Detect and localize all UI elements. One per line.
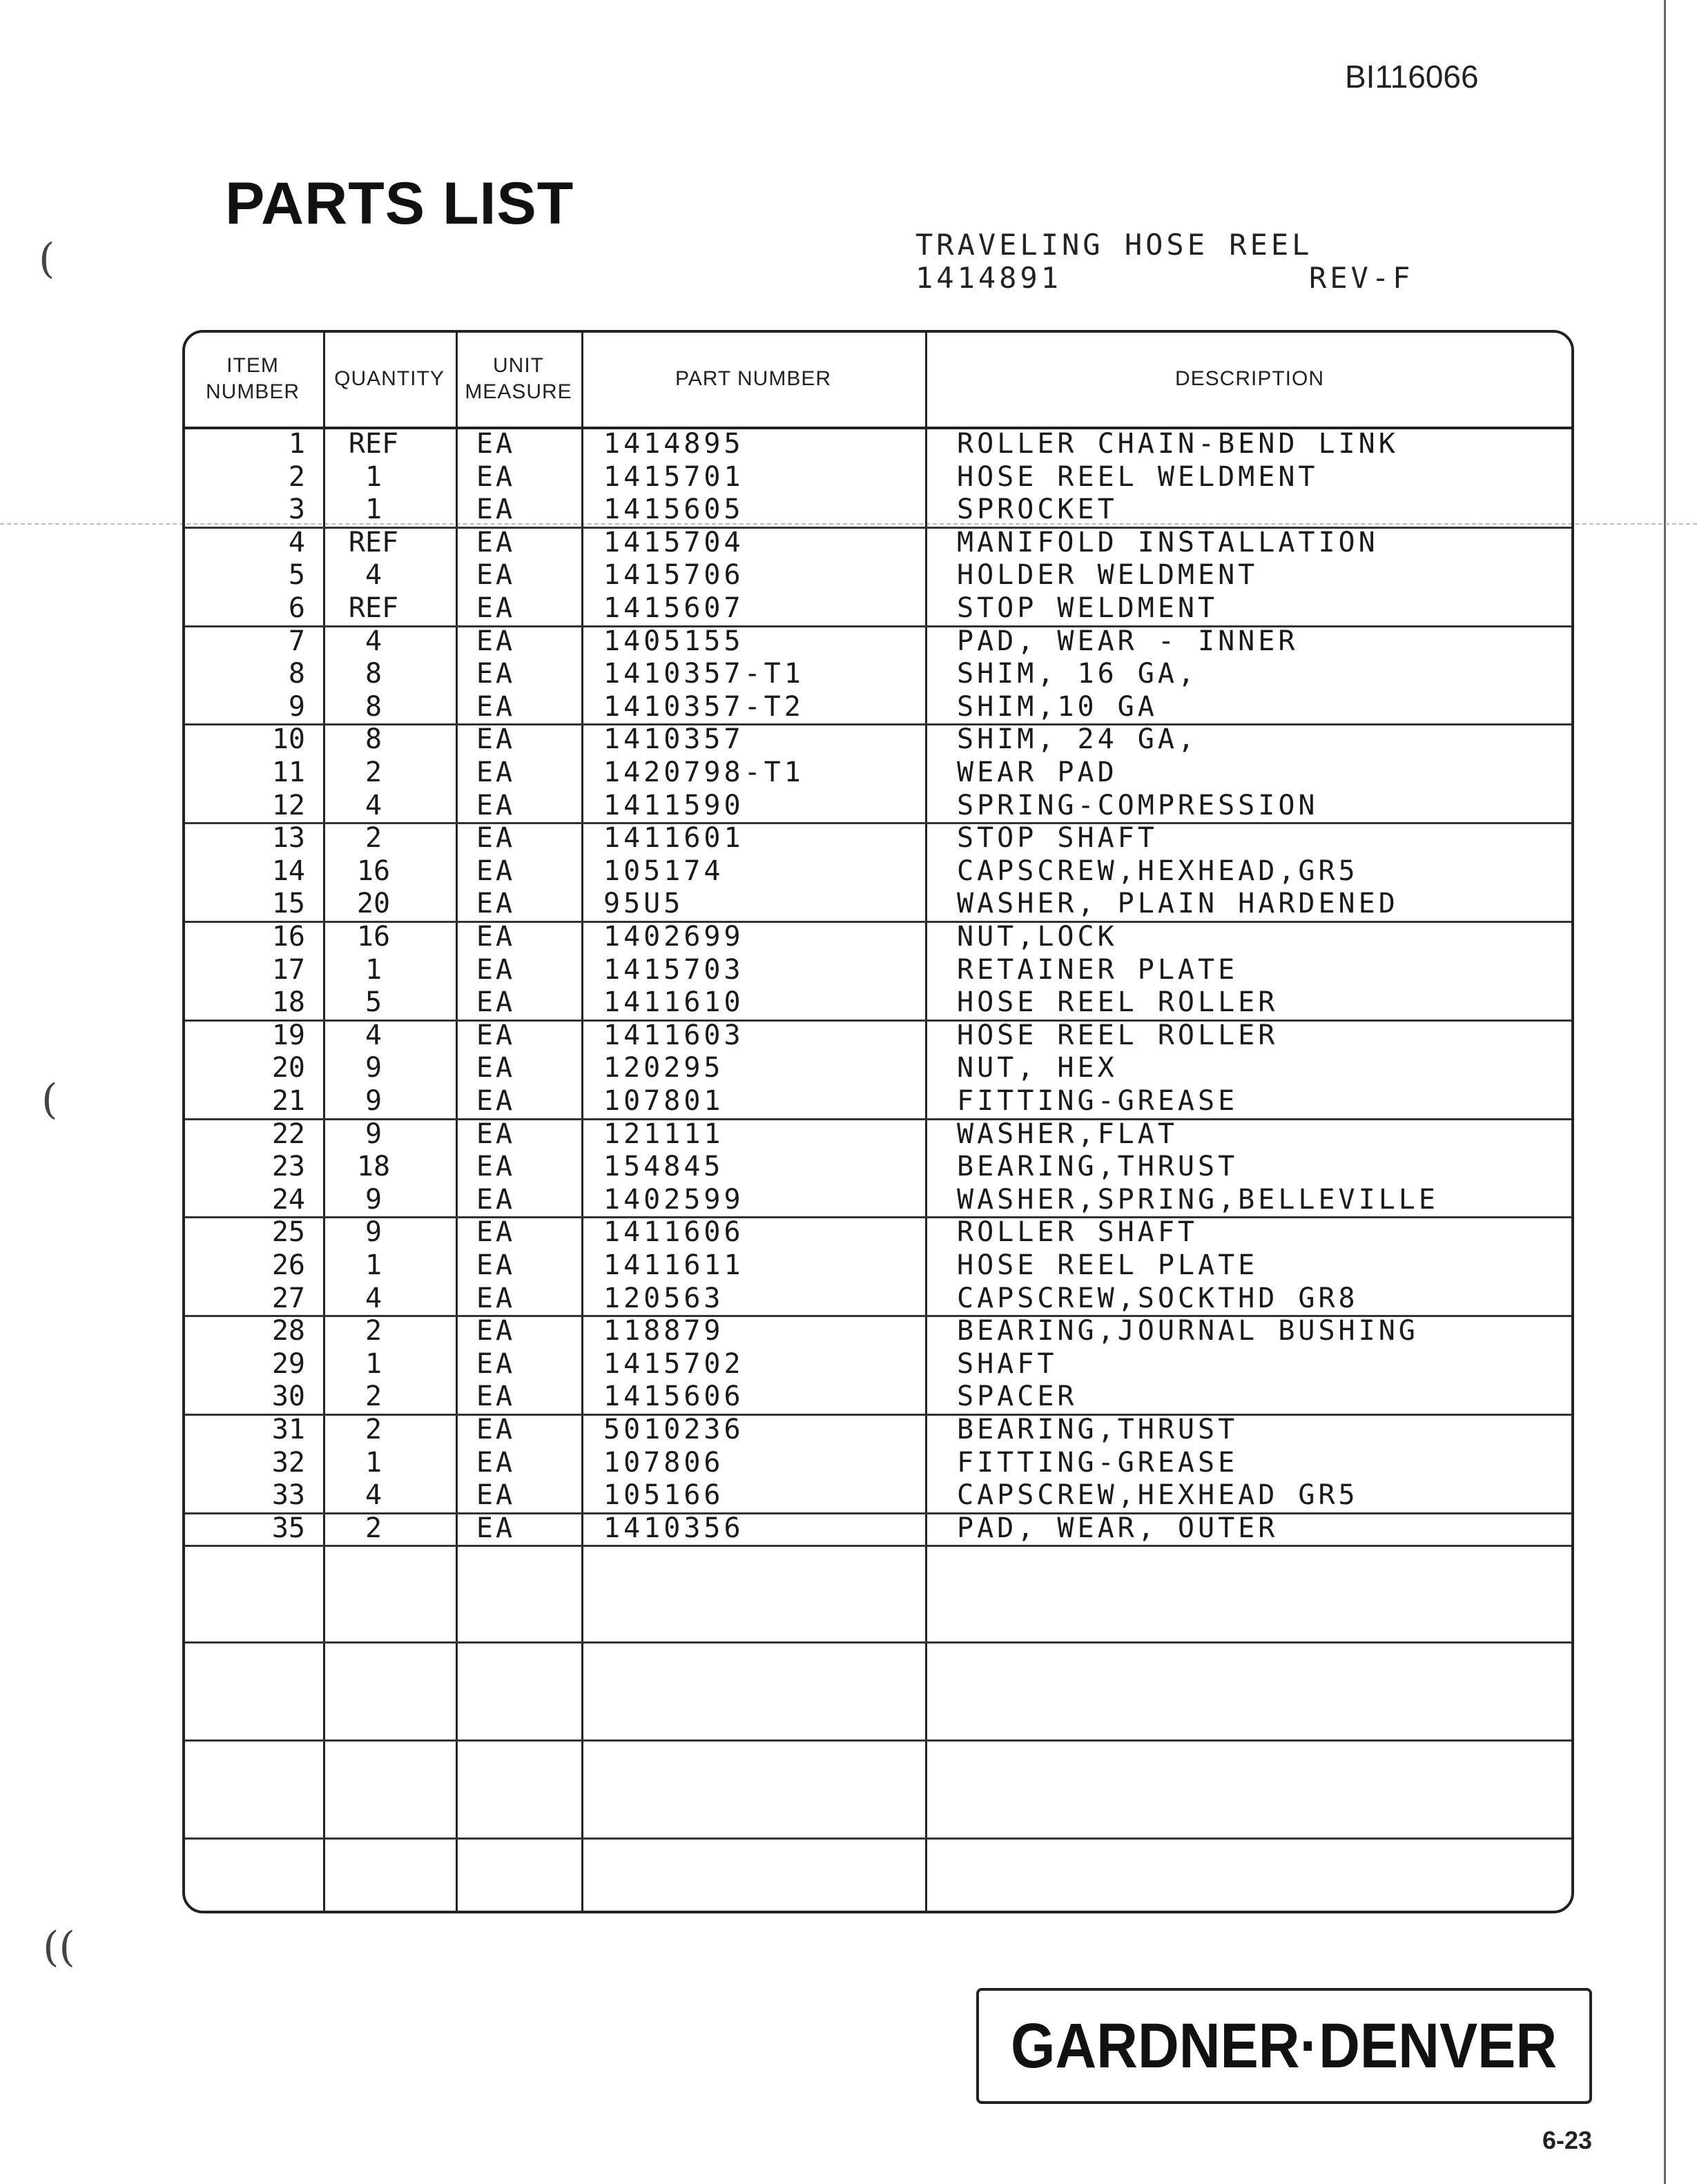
assembly-name: TRAVELING HOSE REEL bbox=[915, 228, 1313, 262]
table-row bbox=[182, 592, 1574, 625]
unit-measure-cell: EA bbox=[476, 592, 516, 624]
item-number-cell: 2 bbox=[288, 460, 305, 493]
quantity-cell: 16 bbox=[356, 921, 391, 953]
unit-measure-cell: EA bbox=[476, 1019, 516, 1051]
quantity-cell: 1 bbox=[365, 460, 382, 493]
table-row bbox=[182, 1414, 1574, 1447]
description-cell: FITTING-GREASE bbox=[957, 1446, 1239, 1479]
blank-row-divider bbox=[185, 1739, 1571, 1742]
table-row bbox=[182, 1447, 1574, 1480]
quantity-cell: 1 bbox=[365, 1249, 382, 1281]
description-cell: CAPSCREW,SOCKTHD GR8 bbox=[957, 1282, 1359, 1314]
unit-measure-cell: EA bbox=[476, 460, 516, 493]
unit-measure-cell: EA bbox=[476, 1347, 516, 1380]
part-number-cell: 1411606 bbox=[603, 1216, 744, 1249]
unit-measure-cell: EA bbox=[476, 1183, 516, 1216]
item-number-cell: 20 bbox=[271, 1052, 305, 1084]
table-row bbox=[182, 888, 1574, 921]
part-number-cell: 1402699 bbox=[603, 921, 744, 953]
part-number-cell: 1414895 bbox=[603, 428, 744, 460]
quantity-cell: 4 bbox=[365, 1019, 382, 1051]
hole-punch-mark: ( bbox=[41, 1075, 58, 1124]
part-number-cell: 1402599 bbox=[603, 1183, 744, 1216]
item-number-cell: 6 bbox=[288, 592, 305, 624]
quantity-cell: 2 bbox=[365, 1381, 382, 1413]
table-row bbox=[182, 1512, 1574, 1546]
table-row bbox=[182, 954, 1574, 987]
table-row bbox=[182, 1315, 1574, 1348]
unit-measure-cell: EA bbox=[476, 855, 516, 887]
item-number-cell: 4 bbox=[288, 526, 305, 558]
part-number-cell: 1410357-T2 bbox=[603, 690, 804, 723]
table-row bbox=[182, 1151, 1574, 1184]
part-number-cell: 1410357 bbox=[603, 723, 744, 756]
part-number-cell: 1411590 bbox=[603, 789, 744, 821]
unit-measure-cell: EA bbox=[476, 986, 516, 1019]
part-number-cell: 107801 bbox=[603, 1085, 724, 1117]
table-row bbox=[182, 1348, 1574, 1381]
part-number-cell: 1415607 bbox=[603, 592, 744, 624]
blank-row-divider bbox=[185, 1545, 1571, 1547]
unit-measure-cell: EA bbox=[476, 1216, 516, 1249]
quantity-cell: 1 bbox=[365, 1347, 382, 1380]
item-number-cell: 3 bbox=[288, 494, 305, 526]
item-number-cell: 29 bbox=[271, 1347, 305, 1380]
description-cell: CAPSCREW,HEXHEAD,GR5 bbox=[957, 855, 1359, 887]
header-description: DESCRIPTION bbox=[1174, 367, 1325, 390]
table-row bbox=[182, 494, 1574, 527]
quantity-cell: 2 bbox=[365, 757, 382, 788]
description-cell: ROLLER SHAFT bbox=[957, 1216, 1198, 1249]
part-number-cell: 1411610 bbox=[603, 986, 744, 1019]
unit-measure-cell: EA bbox=[476, 494, 516, 526]
description-cell: SHIM, 16 GA, bbox=[957, 658, 1198, 690]
quantity-cell: 2 bbox=[365, 1512, 382, 1544]
description-cell: ROLLER CHAIN-BEND LINK bbox=[957, 428, 1399, 460]
table-row bbox=[182, 1479, 1574, 1512]
item-number-cell: 27 bbox=[271, 1282, 305, 1314]
description-cell: WASHER,FLAT bbox=[957, 1118, 1178, 1150]
quantity-cell: 2 bbox=[365, 1315, 382, 1347]
unit-measure-cell: EA bbox=[476, 1381, 516, 1413]
company-logo bbox=[976, 1988, 1592, 2104]
table-row bbox=[182, 1118, 1574, 1151]
part-number-cell: 1420798-T1 bbox=[603, 757, 804, 788]
table-row bbox=[182, 1283, 1574, 1316]
unit-measure-cell: EA bbox=[476, 559, 516, 592]
unit-measure-cell: EA bbox=[476, 953, 516, 986]
table-row bbox=[182, 1085, 1574, 1118]
description-cell: HOSE REEL ROLLER bbox=[957, 986, 1279, 1019]
quantity-cell: 4 bbox=[365, 559, 382, 592]
description-cell: STOP WELDMENT bbox=[957, 592, 1219, 624]
unit-measure-cell: EA bbox=[476, 1151, 516, 1183]
table-row bbox=[182, 559, 1574, 592]
logo-text: GARDNER·DENVER bbox=[1011, 2010, 1558, 2081]
unit-measure-cell: EA bbox=[476, 921, 516, 953]
quantity-cell: 4 bbox=[365, 1479, 382, 1512]
item-number-cell: 26 bbox=[271, 1249, 305, 1281]
quantity-cell: 8 bbox=[365, 723, 382, 756]
header-unit-measure: UNIT MEASURE bbox=[465, 354, 572, 403]
unit-measure-cell: EA bbox=[476, 1512, 516, 1544]
document-id: BI116066 bbox=[1345, 59, 1479, 95]
item-number-cell: 18 bbox=[271, 986, 305, 1019]
part-number-cell: 120563 bbox=[603, 1282, 724, 1314]
part-number-cell: 121111 bbox=[603, 1118, 724, 1150]
part-number-cell: 1411601 bbox=[603, 822, 744, 855]
quantity-cell: 16 bbox=[356, 855, 391, 887]
quantity-cell: 18 bbox=[356, 1151, 391, 1183]
part-number-cell: 105174 bbox=[603, 855, 724, 887]
unit-measure-cell: EA bbox=[476, 789, 516, 821]
part-number-cell: 105166 bbox=[603, 1479, 724, 1512]
quantity-cell: 4 bbox=[365, 625, 382, 657]
item-number-cell: 1 bbox=[288, 428, 305, 460]
description-cell: SPACER bbox=[957, 1381, 1078, 1413]
part-number-cell: 154845 bbox=[603, 1151, 724, 1183]
quantity-cell: 2 bbox=[365, 1414, 382, 1445]
item-number-cell: 32 bbox=[271, 1446, 305, 1479]
description-cell: NUT, HEX bbox=[957, 1052, 1118, 1084]
header-part-number: PART NUMBER bbox=[675, 367, 832, 390]
quantity-cell: 9 bbox=[365, 1085, 382, 1117]
item-number-cell: 28 bbox=[271, 1315, 305, 1347]
item-number-cell: 10 bbox=[271, 723, 305, 756]
unit-measure-cell: EA bbox=[476, 658, 516, 690]
assembly-number: 1414891 bbox=[915, 261, 1063, 295]
part-number-cell: 1405155 bbox=[603, 625, 744, 657]
table-row bbox=[182, 428, 1574, 461]
blank-row-divider bbox=[185, 1641, 1571, 1644]
description-cell: BEARING,THRUST bbox=[957, 1414, 1239, 1445]
header-item-number: ITEM NUMBER bbox=[205, 354, 300, 403]
item-number-cell: 17 bbox=[271, 953, 305, 986]
header-quantity: QUANTITY bbox=[334, 367, 445, 390]
part-number-cell: 1415704 bbox=[603, 526, 744, 558]
unit-measure-cell: EA bbox=[476, 1315, 516, 1347]
quantity-cell: 1 bbox=[365, 1446, 382, 1479]
part-number-cell: 120295 bbox=[603, 1052, 724, 1084]
item-number-cell: 19 bbox=[271, 1019, 305, 1051]
description-cell: WASHER,SPRING,BELLEVILLE bbox=[957, 1183, 1439, 1216]
part-number-cell: 1410357-T1 bbox=[603, 658, 804, 690]
item-number-cell: 22 bbox=[271, 1118, 305, 1150]
part-number-cell: 118879 bbox=[603, 1315, 724, 1347]
item-number-cell: 21 bbox=[271, 1085, 305, 1117]
description-cell: FITTING-GREASE bbox=[957, 1085, 1239, 1117]
item-number-cell: 5 bbox=[288, 559, 305, 592]
quantity-cell: 9 bbox=[365, 1183, 382, 1216]
description-cell: SHIM,10 GA bbox=[957, 690, 1158, 723]
table-row bbox=[182, 658, 1574, 691]
table-row bbox=[182, 723, 1574, 757]
part-number-cell: 1415703 bbox=[603, 953, 744, 986]
quantity-cell: REF bbox=[348, 526, 399, 558]
description-cell: SPROCKET bbox=[957, 494, 1118, 526]
unit-measure-cell: EA bbox=[476, 1085, 516, 1117]
part-number-cell: 1410356 bbox=[603, 1512, 744, 1544]
page-edge-line bbox=[1664, 0, 1666, 2184]
part-number-cell: 1415701 bbox=[603, 460, 744, 493]
quantity-cell: REF bbox=[348, 428, 399, 460]
table-row bbox=[182, 625, 1574, 659]
item-number-cell: 14 bbox=[271, 855, 305, 887]
part-number-cell: 1415606 bbox=[603, 1381, 744, 1413]
unit-measure-cell: EA bbox=[476, 1118, 516, 1150]
quantity-cell: 1 bbox=[365, 494, 382, 526]
unit-measure-cell: EA bbox=[476, 690, 516, 723]
description-cell: RETAINER PLATE bbox=[957, 953, 1239, 986]
description-cell: PAD, WEAR - INNER bbox=[957, 625, 1299, 657]
description-cell: HOSE REEL PLATE bbox=[957, 1249, 1259, 1281]
quantity-cell: 9 bbox=[365, 1052, 382, 1084]
description-cell: HOSE REEL WELDMENT bbox=[957, 460, 1319, 493]
item-number-cell: 15 bbox=[271, 888, 305, 920]
description-cell: PAD, WEAR, OUTER bbox=[957, 1512, 1279, 1544]
quantity-cell: 20 bbox=[356, 888, 391, 920]
description-cell: HOSE REEL ROLLER bbox=[957, 1019, 1279, 1051]
table-row bbox=[182, 822, 1574, 855]
part-number-cell: 1411611 bbox=[603, 1249, 744, 1281]
table-row bbox=[182, 461, 1574, 494]
part-number-cell: 1415706 bbox=[603, 559, 744, 592]
unit-measure-cell: EA bbox=[476, 1282, 516, 1314]
page-title: PARTS LIST bbox=[225, 170, 574, 237]
table-header bbox=[182, 330, 1574, 428]
unit-measure-cell: EA bbox=[476, 428, 516, 460]
part-number-cell: 1415605 bbox=[603, 494, 744, 526]
revision-label: REV-F bbox=[1309, 261, 1414, 295]
unit-measure-cell: EA bbox=[476, 1446, 516, 1479]
item-number-cell: 16 bbox=[271, 921, 305, 953]
description-cell: SPRING-COMPRESSION bbox=[957, 789, 1319, 821]
description-cell: STOP SHAFT bbox=[957, 822, 1158, 855]
description-cell: BEARING,JOURNAL BUSHING bbox=[957, 1315, 1419, 1347]
table-row bbox=[182, 855, 1574, 888]
item-number-cell: 25 bbox=[271, 1216, 305, 1249]
item-number-cell: 30 bbox=[271, 1381, 305, 1413]
description-cell: HOLDER WELDMENT bbox=[957, 559, 1259, 592]
quantity-cell: 9 bbox=[365, 1118, 382, 1150]
item-number-cell: 8 bbox=[288, 658, 305, 690]
table-row bbox=[182, 986, 1574, 1020]
quantity-cell: 9 bbox=[365, 1216, 382, 1249]
part-number-cell: 95U5 bbox=[603, 888, 684, 920]
quantity-cell: 8 bbox=[365, 658, 382, 690]
unit-measure-cell: EA bbox=[476, 822, 516, 855]
hole-punch-mark: ( bbox=[39, 235, 55, 283]
description-cell: SHAFT bbox=[957, 1347, 1058, 1380]
unit-measure-cell: EA bbox=[476, 526, 516, 558]
blank-row-divider bbox=[185, 1837, 1571, 1840]
description-cell: WEAR PAD bbox=[957, 757, 1118, 788]
quantity-cell: 1 bbox=[365, 953, 382, 986]
table-row bbox=[182, 1052, 1574, 1085]
table-row bbox=[182, 1216, 1574, 1249]
unit-measure-cell: EA bbox=[476, 625, 516, 657]
item-number-cell: 24 bbox=[271, 1183, 305, 1216]
description-cell: CAPSCREW,HEXHEAD GR5 bbox=[957, 1479, 1359, 1512]
page-number: 6-23 bbox=[1542, 2126, 1593, 2154]
quantity-cell: 8 bbox=[365, 690, 382, 723]
table-row bbox=[182, 757, 1574, 790]
table-row bbox=[182, 790, 1574, 823]
part-number-cell: 107806 bbox=[603, 1446, 724, 1479]
table-row bbox=[182, 1020, 1574, 1053]
table-row bbox=[182, 1381, 1574, 1414]
item-number-cell: 7 bbox=[288, 625, 305, 657]
table-row bbox=[182, 527, 1574, 560]
unit-measure-cell: EA bbox=[476, 1414, 516, 1445]
part-number-cell: 1415702 bbox=[603, 1347, 744, 1380]
unit-measure-cell: EA bbox=[476, 757, 516, 788]
description-cell: BEARING,THRUST bbox=[957, 1151, 1239, 1183]
hole-punch-mark: (( bbox=[43, 1923, 75, 1971]
item-number-cell: 13 bbox=[271, 822, 305, 855]
item-number-cell: 33 bbox=[271, 1479, 305, 1512]
unit-measure-cell: EA bbox=[476, 888, 516, 920]
table-row bbox=[182, 1184, 1574, 1217]
unit-measure-cell: EA bbox=[476, 1052, 516, 1084]
description-cell: WASHER, PLAIN HARDENED bbox=[957, 888, 1399, 920]
item-number-cell: 23 bbox=[271, 1151, 305, 1183]
item-number-cell: 11 bbox=[271, 757, 305, 788]
item-number-cell: 12 bbox=[271, 789, 305, 821]
unit-measure-cell: EA bbox=[476, 1249, 516, 1281]
table-row bbox=[182, 921, 1574, 954]
quantity-cell: REF bbox=[348, 592, 399, 624]
item-number-cell: 35 bbox=[271, 1512, 305, 1544]
quantity-cell: 2 bbox=[365, 822, 382, 855]
unit-measure-cell: EA bbox=[476, 1479, 516, 1512]
quantity-cell: 4 bbox=[365, 1282, 382, 1314]
description-cell: MANIFOLD INSTALLATION bbox=[957, 526, 1379, 558]
part-number-cell: 1411603 bbox=[603, 1019, 744, 1051]
part-number-cell: 5010236 bbox=[603, 1414, 744, 1445]
quantity-cell: 4 bbox=[365, 789, 382, 821]
table-row bbox=[182, 691, 1574, 724]
item-number-cell: 31 bbox=[271, 1414, 305, 1445]
unit-measure-cell: EA bbox=[476, 723, 516, 756]
item-number-cell: 9 bbox=[288, 690, 305, 723]
description-cell: SHIM, 24 GA, bbox=[957, 723, 1198, 756]
description-cell: NUT,LOCK bbox=[957, 921, 1118, 953]
table-row bbox=[182, 1249, 1574, 1283]
quantity-cell: 5 bbox=[365, 986, 382, 1019]
